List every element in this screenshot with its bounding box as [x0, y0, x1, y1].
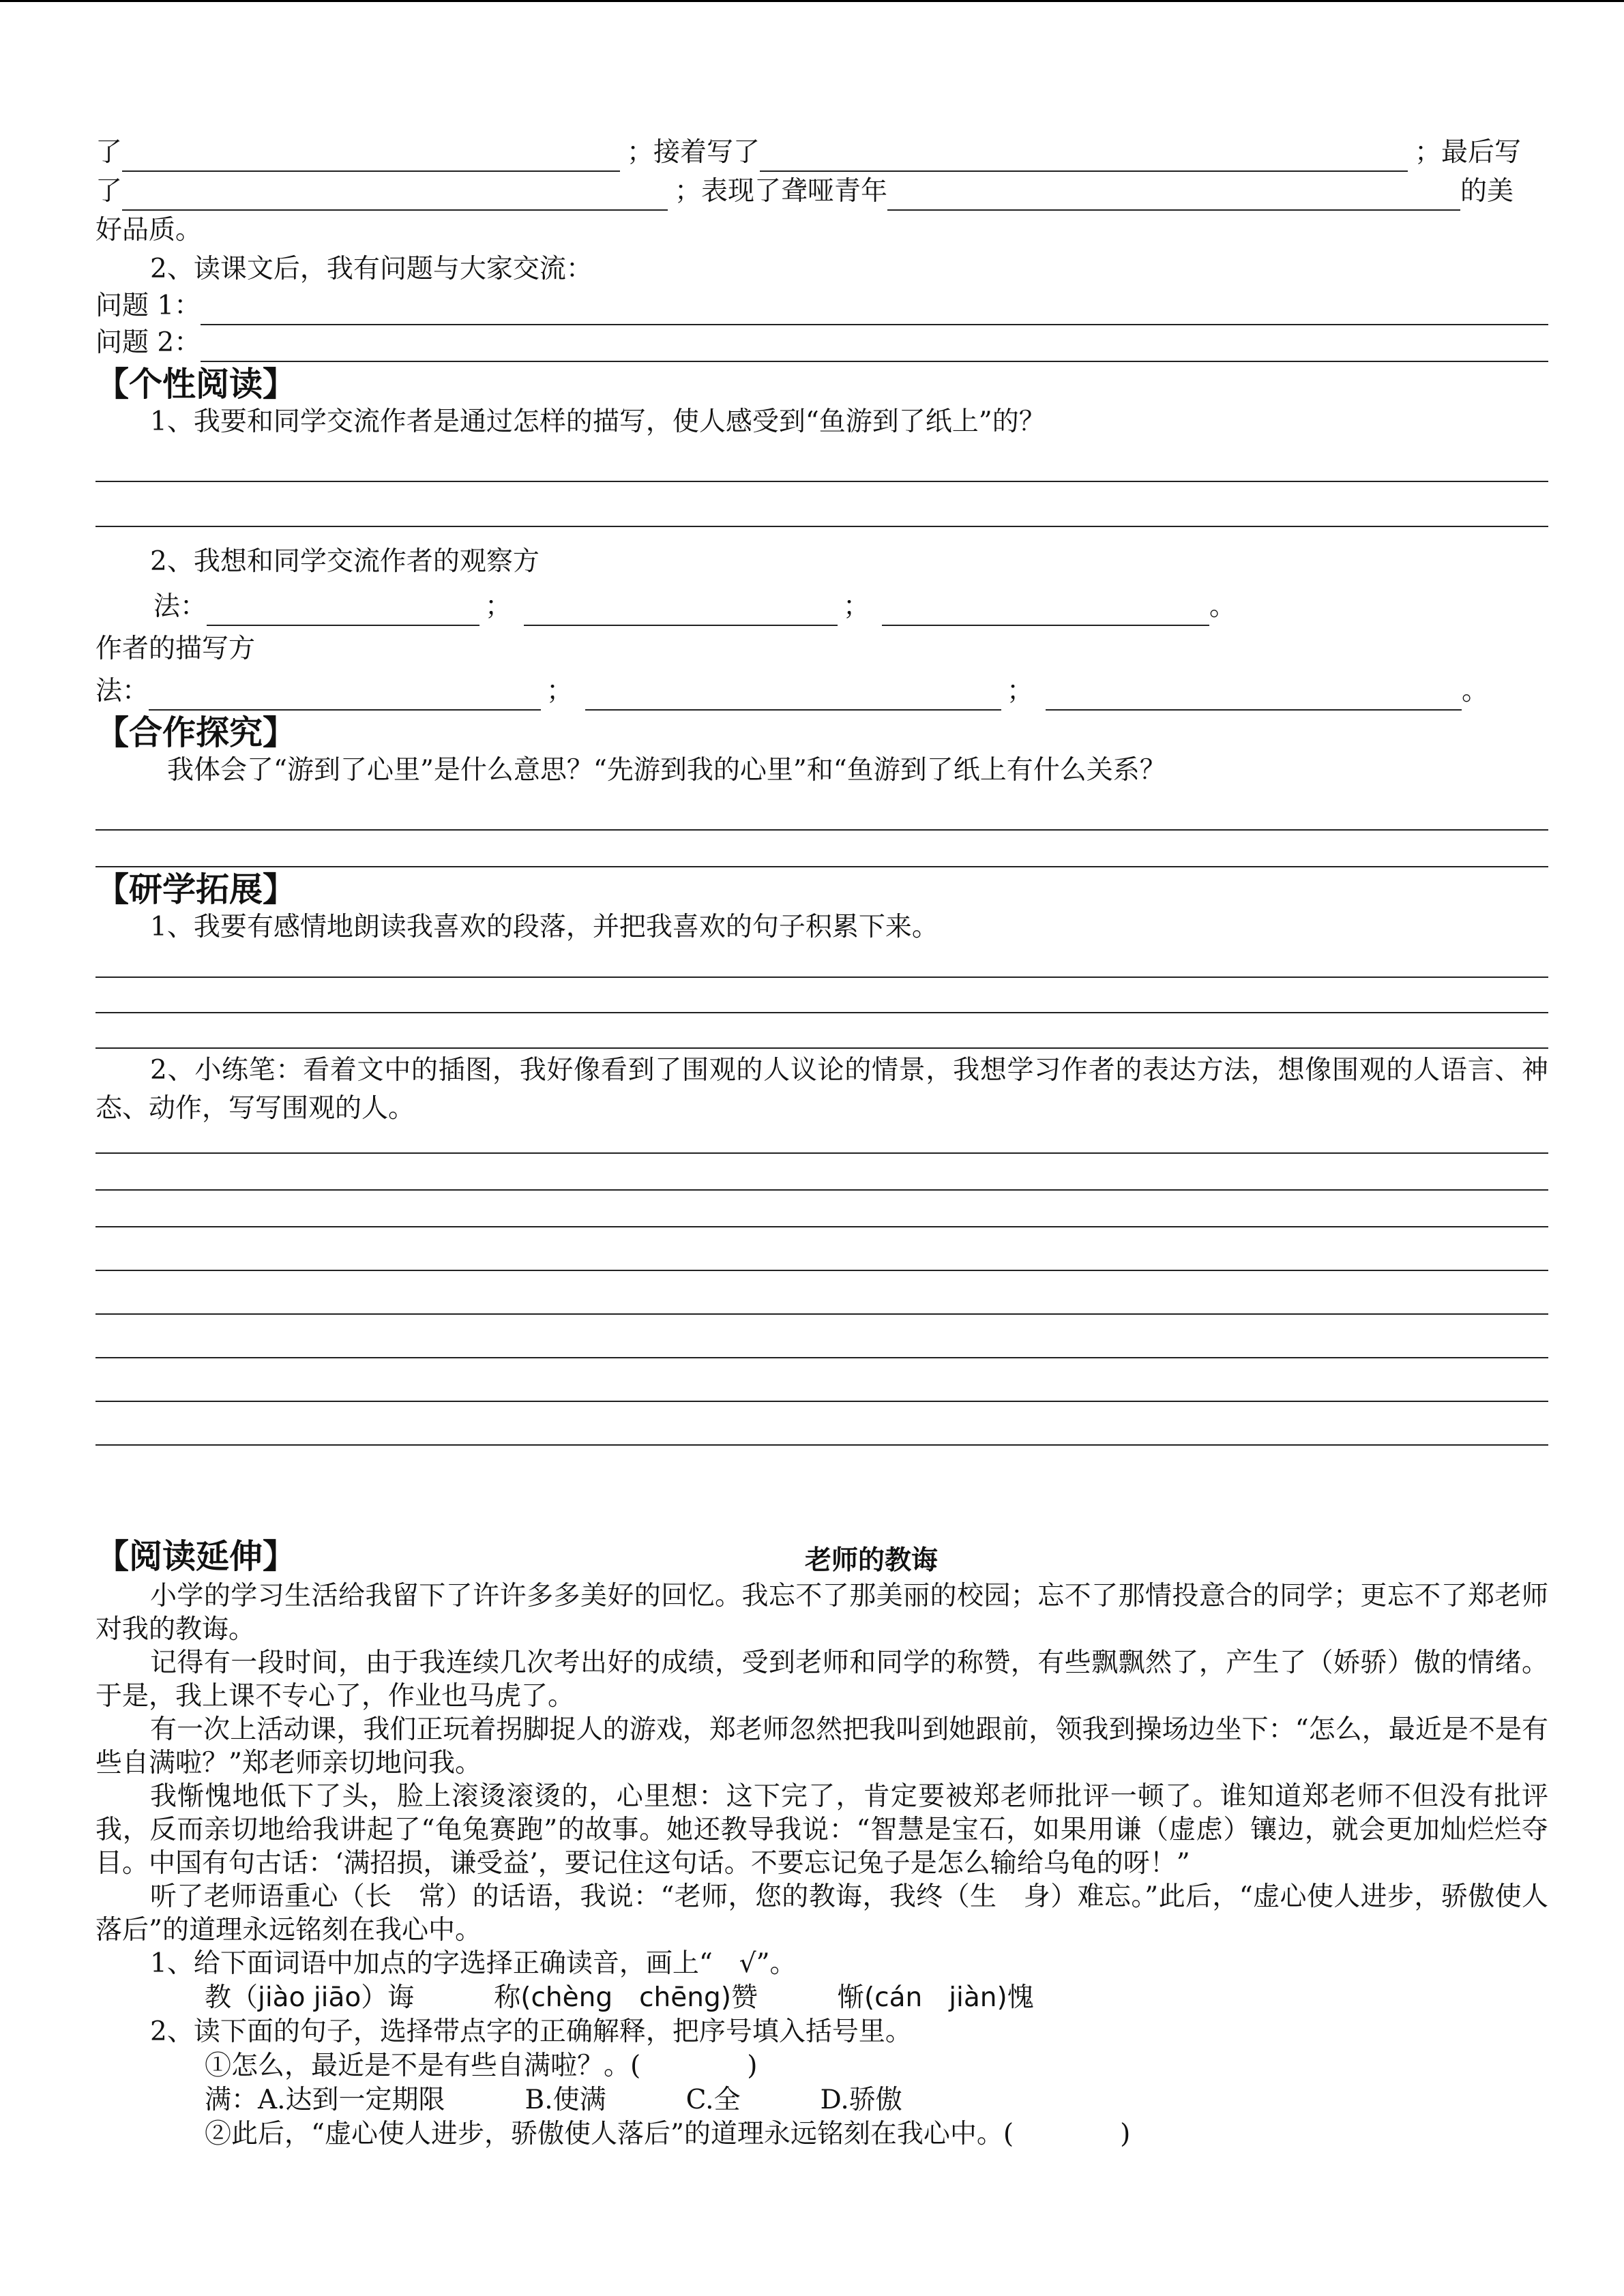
question-line-2: [95, 325, 1548, 362]
answer-blank[interactable]: [760, 143, 1408, 172]
text: 我体会了“游到了心里”是什么意思？“先游到我的心里”和“鱼游到了纸上有什么关系？: [167, 755, 1166, 786]
answer-blank[interactable]: [585, 682, 1001, 711]
text: 了: [95, 137, 123, 168]
section-heading-extended-reading: 【阅读延伸】: [95, 1537, 297, 1576]
pronunciation-choices[interactable]: 教（jiào jiāo）诲 称(chèng chēng)赞 惭(cán jiàn)愧: [205, 1982, 1034, 2013]
text: 1、我要有感情地朗读我喜欢的段落，并把我喜欢的句子积累下来。: [150, 912, 939, 942]
section-heading-research-extension: 【研学拓展】: [95, 870, 297, 909]
text: 了: [95, 176, 123, 207]
text: ；接着写了: [627, 137, 761, 168]
label: 问题 2：: [95, 327, 201, 358]
text: ；最后写: [1415, 137, 1522, 168]
sentence-2[interactable]: ②此后，“虚心使人进步，骄傲使人落后”的道理永远铭刻在我心中。( ): [205, 2119, 1131, 2149]
worksheet-page: [95, 133, 1548, 2151]
personal-q1: [95, 407, 1548, 441]
text: 1、我要和同学交流作者是通过怎样的描写，使人感受到“鱼游到了纸上”的？: [150, 406, 1046, 437]
separator: 。: [1462, 676, 1489, 706]
text: 好品质。: [95, 215, 203, 245]
separator: ；: [546, 676, 574, 706]
label: 法：: [95, 676, 149, 706]
separator: ；: [485, 591, 512, 622]
article-paragraph: 记得有一段时间，由于我连续几次考出好的成绩，受到老师和同学的称赞，有些飘飘然了，产生了（娇骄）傲的情绪。于是，我上课不专心了，作业也马虎了。: [95, 1648, 1548, 1712]
extended-reading-header: [95, 1534, 1548, 1579]
answer-blank[interactable]: [201, 333, 1548, 362]
answer-blank[interactable]: [201, 297, 1548, 325]
coop-question: [95, 756, 1548, 790]
personal-q2: [95, 542, 1548, 581]
observation-method-line: [95, 581, 1548, 626]
text: 作者的描写方: [95, 633, 256, 664]
answer-blank[interactable]: [207, 597, 479, 626]
text: 2、读课文后，我有问题与大家交流：: [150, 254, 593, 284]
extended-q2: 2、读下面的句子，选择带点字的正确解释，把序号填入括号里。: [150, 2016, 912, 2047]
separator: ；: [1007, 676, 1034, 706]
text: 的美: [1460, 176, 1514, 207]
question-2-prompt: [95, 250, 1548, 288]
article-paragraph: 有一次上活动课，我们正玩着拐脚捉人的游戏，郑老师忽然把我叫到她跟前，领我到操场边坐下：“怎么，最近是不是有些自满啦？”郑老师亲切地问我。: [95, 1714, 1548, 1778]
question-line-1: [95, 288, 1548, 325]
summary-line-2: [95, 172, 1548, 211]
answer-blank[interactable]: [524, 597, 838, 626]
answer-line[interactable]: [95, 1046, 1548, 1049]
separator: ；: [843, 591, 870, 622]
section-heading-personal-reading: 【个性阅读】: [95, 365, 297, 404]
article-paragraph: 我惭愧地低下了头，脸上滚烫滚烫的，心里想：这下完了，肯定要被郑老师批评一顿了。谁知道郑老师不但没有批评我，反而亲切地给我讲起了“龟兔赛跑”的故事。她还教导我说：“智慧是宝石，如果用谦（虚虑）镶边，就会更加灿烂烂夺目。中国有句古话：‘满招损，谦受益’，要记住这句话。不要忘记兔子是怎么输给乌龟的呀！”: [95, 1781, 1548, 1879]
meaning-options: 满：A.达到一定期限 B.使满 C.全 D.骄傲: [205, 2085, 902, 2115]
article-paragraph: 听了老师语重心（长 常）的话语，我说：“老师，您的教诲，我终（生 身）难忘。”此后，“虚心使人进步，骄傲使人落后”的道理永远铭刻在我心中。: [95, 1881, 1548, 1945]
sentence-1[interactable]: ①怎么，最近是不是有些自满啦？。( ): [205, 2051, 758, 2081]
extended-q1: 1、给下面词语中加点的字选择正确读音，画上“ √”。: [150, 1948, 797, 1979]
separator: 。: [1209, 591, 1237, 622]
article-paragraph: 小学的学习生活给我留下了许许多多美好的回忆。我忘不了那美丽的校园；忘不了那情投意合的同学；更忘不了郑老师对我的教诲。: [95, 1581, 1548, 1645]
description-method-line: [95, 668, 1548, 711]
answer-blank[interactable]: [882, 597, 1209, 626]
page-top-border: [0, 0, 1624, 2]
text: 2、我想和同学交流作者的观察方: [150, 546, 540, 577]
answer-blank[interactable]: [149, 682, 541, 711]
description-method-prompt: [95, 626, 1548, 668]
label: 问题 1：: [95, 290, 201, 321]
research-q1: [95, 912, 1548, 946]
research-q2: 2、小练笔：看着文中的插图，我好像看到了围观的人议论的情景，我想学习作者的表达方法，想像围观的人语言、神态、动作，写写围观的人。: [95, 1055, 1548, 1124]
answer-blank[interactable]: [1046, 682, 1462, 711]
answer-blank[interactable]: [122, 143, 620, 172]
section-heading-cooperative-inquiry: 【合作探究】: [95, 713, 297, 752]
answer-blank[interactable]: [122, 182, 668, 211]
article-title: 老师的教诲: [805, 1545, 939, 1576]
label: 法：: [153, 591, 207, 622]
summary-line-3: [95, 211, 1548, 250]
summary-line-1: [95, 133, 1548, 172]
text: ；表现了聋哑青年: [675, 176, 888, 207]
article-body: [95, 1579, 1548, 1947]
answer-blank[interactable]: [887, 182, 1460, 211]
